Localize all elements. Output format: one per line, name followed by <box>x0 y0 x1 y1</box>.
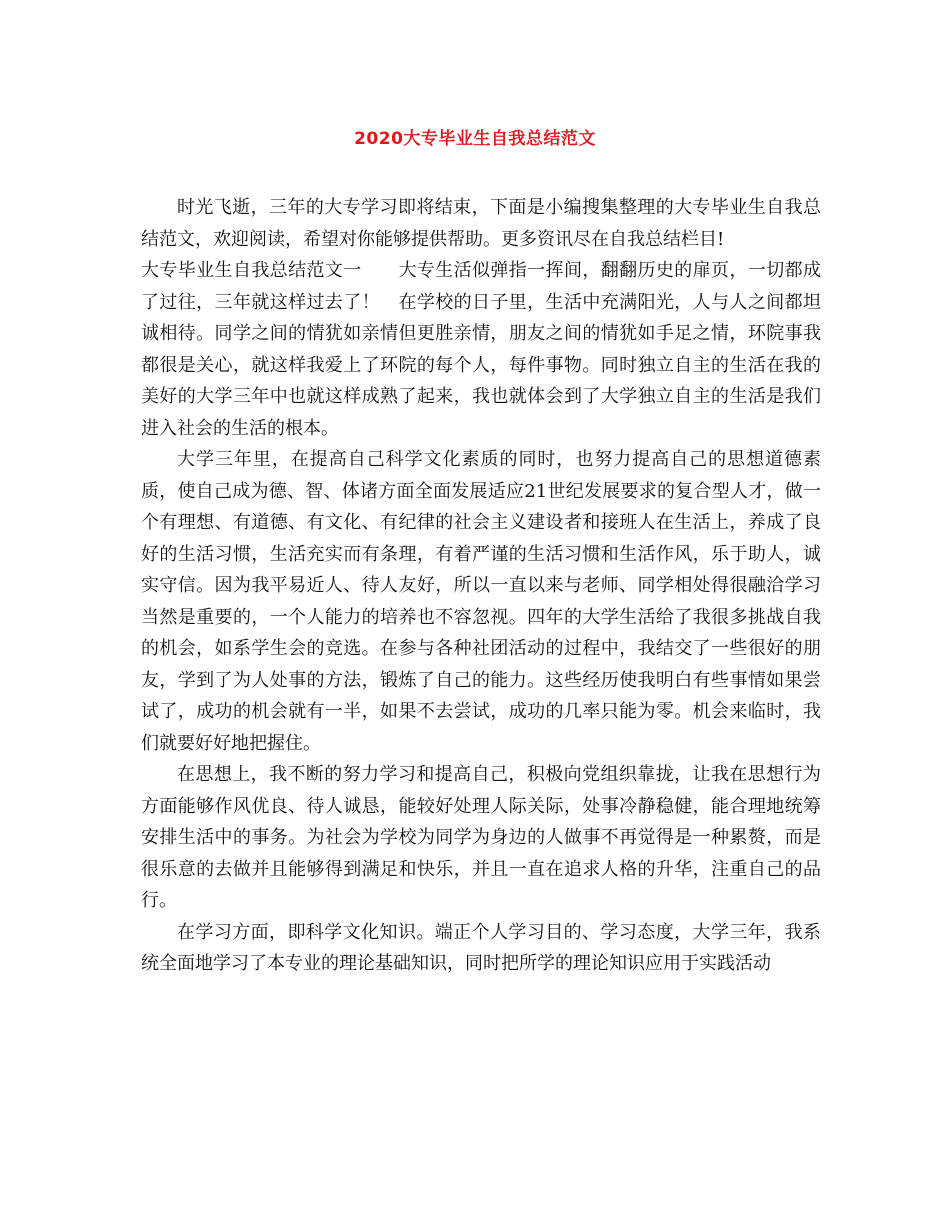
paragraph-study: 在学习方面，即科学文化知识。端正个人学习目的、学习态度，大学三年，我系统全面地学习了本专业的理论基础知识，同时把所学的理论知识应用于实践活动 <box>141 921 821 974</box>
paragraph-thought: 在思想上，我不断的努力学习和提高自己，积极向党组织靠拢，让我在思想行为方面能够作风优良、待人诚恳，能较好处理人际关际，处事冷静稳健，能合理地统筹安排生活中的事务。为社会为学校为同学为身边的人做事不再觉得是一种累赘，而是很乐意的去做并且能够得到满足和快乐，并且一直在追求人格的升华，注重自己的品行。 <box>141 764 821 911</box>
document-body <box>141 192 821 980</box>
paragraph-sample-one: 大专毕业生自我总结范文一 大专生活似弹指一挥间，翻翻历史的扉页，一切都成了过往，三年就这样过去了！ 在学校的日子里，生活中充满阳光，人与人之间都坦诚相待。同学之间的情犹如亲情但更胜亲情，朋友之间的情犹如手足之情，环院事我都很是关心，就这样我爱上了环院的每个人，每件事物。同时独立自主的生活在我的美好的大学三年中也就这样成熟了起来，我也就体会到了大学独立自主的生活是我们进入社会的生活的根本。 <box>141 260 821 439</box>
paragraph-intro: 时光飞逝，三年的大专学习即将结束，下面是小编搜集整理的大专毕业生自我总结范文，欢迎阅读，希望对你能够提供帮助。更多资讯尽在自我总结栏目! <box>141 197 821 250</box>
paragraph-three-years: 大学三年里，在提高自己科学文化素质的同时，也努力提高自己的思想道德素质，使自己成为德、智、体诸方面全面发展适应21世纪发展要求的复合型人才，做一个有理想、有道德、有文化、有纪律的社会主义建设者和接班人在生活上，养成了良好的生活习惯，生活充实而有条理，有着严谨的生活习惯和生活作风，乐于助人，诚实守信。因为我平易近人、待人友好，所以一直以来与老师、同学相处得很融洽学习当然是重要的，一个人能力的培养也不容忽视。四年的大学生活给了我很多挑战自我的机会，如系学生会的竞选。在参与各种社团活动的过程中，我结交了一些很好的朋友，学到了为人处事的方法，锻炼了自己的能力。这些经历使我明白有些事情如果尝试了，成功的机会就有一半，如果不去尝试，成功的几率只能为零。机会来临时，我们就要好好地把握住。 <box>141 449 821 754</box>
document-title: 2020大专毕业生自我总结范文 <box>354 129 596 149</box>
